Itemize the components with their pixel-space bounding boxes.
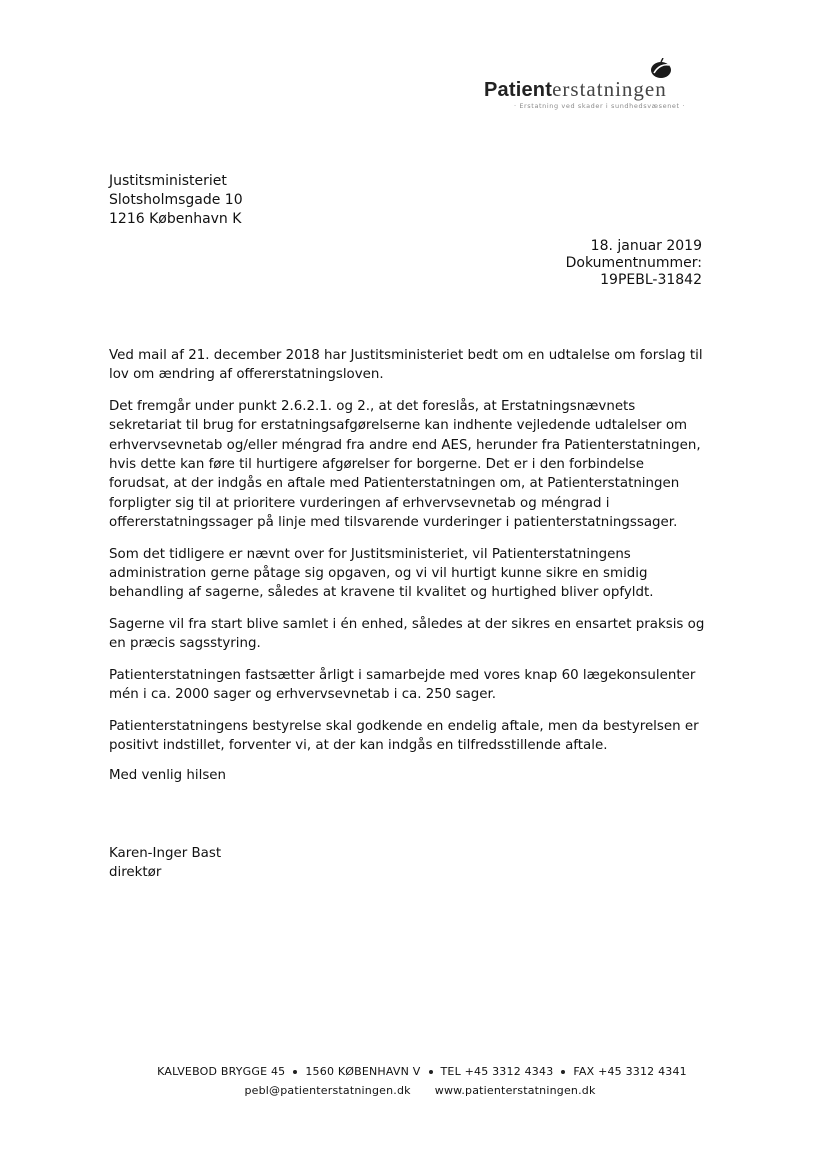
recipient-address	[109, 172, 243, 229]
body-paragraph: Som det tidligere er nævnt over for Justitsministeriet, vil Patienterstatningens administration gerne påtage sig opgaven, og vi vil hurtigt kunne sikre en smidig behandling af sagerne, således at kravene til kvalitet og hurtighed bliver opfyldt.	[109, 546, 654, 601]
body-paragraph: Det fremgår under punkt 2.6.2.1. og 2., at det foreslås, at Erstatningsnævnets sekretariat til brug for erstatningsafgørelserne kan indhente vejledende udtalelser om erhvervsevnetab og/eller méngrad fra andre end AES, herunder fra Patienterstatningen, hvis dette kan føre til hurtigere afgørelser for borgerne. Det er i den forbindelse forudsat, at der indgås en aftale med Patienterstatningen om, at Patienterstatningen forpligter sig til at prioritere vurderingen af erhvervsevnetab og méngrad i offererstatningssager på linje med tilsvarende vurderinger i patienterstatningssager.	[109, 398, 701, 531]
bullet-separator	[429, 1070, 433, 1074]
letter-date: 18. januar 2019	[590, 238, 702, 254]
logo-wordmark: Patienterstatningen	[484, 77, 667, 101]
closing-salutation: Med venlig hilsen	[109, 768, 227, 783]
footer-phone: TEL +45 3312 4343	[440, 1065, 554, 1078]
bullet-separator	[293, 1070, 297, 1074]
logo-tagline: · Erstatning ved skader i sundhedsvæsenet ·	[514, 102, 686, 110]
signer-name: Karen-Inger Bast	[109, 846, 222, 861]
footer-contact-line	[0, 1062, 828, 1081]
footer-address: KALVEBOD BRYGGE 45	[157, 1065, 286, 1078]
bullet-separator	[561, 1070, 565, 1074]
signature-block	[109, 844, 221, 882]
body-paragraph: Sagerne vil fra start blive samlet i én enhed, således at der sikres en ensartet praksis og en præcis sagsstyring.	[109, 616, 705, 652]
footer-web-line	[0, 1081, 828, 1100]
signer-title: direktør	[109, 865, 162, 880]
recipient-street: Slotsholmsgade 10	[109, 192, 243, 208]
body-paragraph: Ved mail af 21. december 2018 har Justitsministeriet bedt om en udtalelse om forslag til lov om ændring af offererstatningsloven.	[109, 348, 703, 383]
recipient-name: Justitsministeriet	[109, 173, 227, 189]
letterhead-footer	[0, 1062, 828, 1100]
footer-fax: FAX +45 3312 4341	[573, 1065, 687, 1078]
document-number: 19PEBL-31842	[600, 272, 702, 288]
date-block	[566, 238, 702, 289]
footer-postal: 1560 KØBENHAVN V	[305, 1065, 421, 1078]
recipient-city: 1216 København K	[109, 211, 242, 227]
body-paragraph: Patienterstatningens bestyrelse skal godkende en endelig aftale, men da bestyrelsen er positivt indstillet, forventer vi, at der kan indgås en tilfredsstillende aftale.	[109, 718, 699, 753]
letter-body	[109, 346, 705, 767]
company-logo	[470, 58, 710, 118]
body-paragraph: Patienterstatningen fastsætter årligt i samarbejde med vores knap 60 lægekonsulenter mén i ca. 2000 sager og erhvervsevnetab i ca. 250 sager.	[109, 667, 696, 703]
document-number-label: Dokumentnummer:	[565, 255, 702, 271]
footer-email-link[interactable]: pebl@patienterstatningen.dk	[244, 1084, 411, 1097]
footer-website-link[interactable]: www.patienterstatningen.dk	[434, 1084, 596, 1097]
